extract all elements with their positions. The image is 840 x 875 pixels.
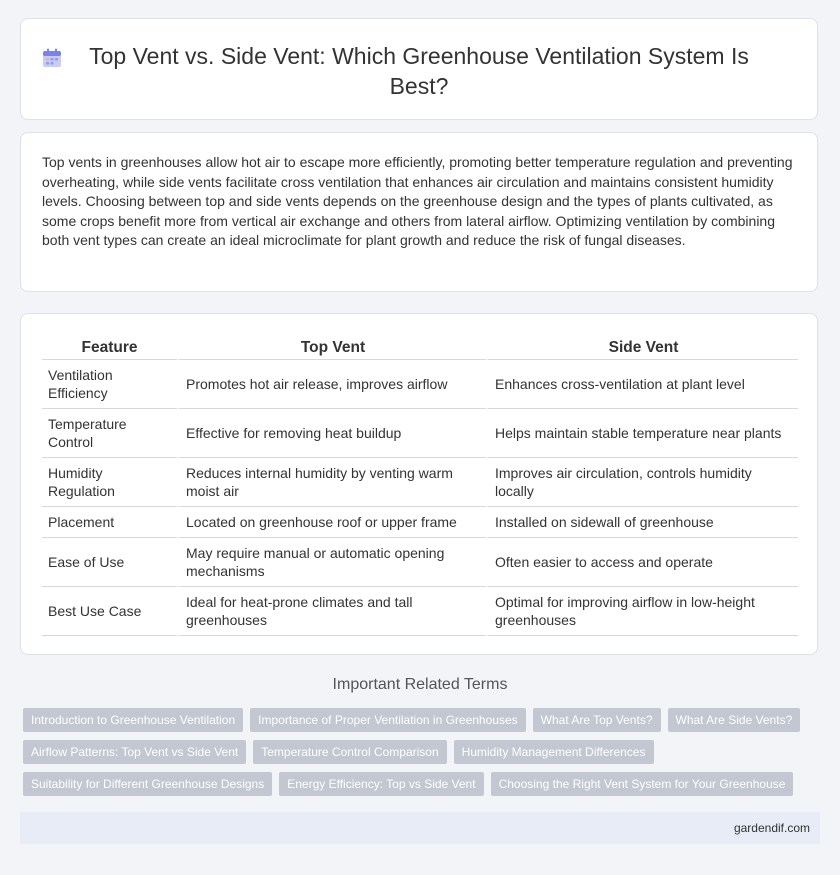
- title-card: [20, 18, 818, 120]
- feature-cell: Placement: [42, 507, 177, 538]
- calendar-icon: [41, 47, 63, 69]
- top-vent-cell: Promotes hot air release, improves airflow: [177, 360, 486, 409]
- top-vent-cell: May require manual or automatic opening mechanisms: [177, 538, 486, 587]
- feature-cell: Best Use Case: [42, 587, 177, 636]
- top-vent-cell: Reduces internal humidity by venting warm moist air: [177, 458, 486, 507]
- header-feature: Feature: [42, 334, 177, 360]
- side-vent-cell: Enhances cross-ventilation at plant level: [486, 360, 798, 409]
- related-tag[interactable]: Importance of Proper Ventilation in Greenhouses: [250, 708, 526, 732]
- comparison-card: [20, 313, 818, 655]
- feature-cell: Ease of Use: [42, 538, 177, 587]
- related-tag[interactable]: What Are Side Vents?: [668, 708, 801, 732]
- table-row: [42, 507, 798, 538]
- intro-paragraph: Top vents in greenhouses allow hot air to escape more efficiently, promoting better temperature regulation and preventing overheating, while side vents facilitate cross ventilation that enhances air circulation and maintains consistent humidity levels. Choosing between top and side vents depends on the greenhouse design and the types of plants cultivated, as some crops benefit more from vertical air exchange and others from lateral airflow. Optimizing ventilation by combining both vent types can create an ideal microclimate for plant growth and reduce the risk of fungal diseases.: [42, 154, 793, 248]
- related-tag[interactable]: What Are Top Vents?: [533, 708, 661, 732]
- footer-site-link[interactable]: gardendif.com: [733, 821, 810, 835]
- related-tag[interactable]: Introduction to Greenhouse Ventilation: [23, 708, 243, 732]
- side-vent-cell: Often easier to access and operate: [486, 538, 798, 587]
- top-vent-cell: Effective for removing heat buildup: [177, 409, 486, 458]
- feature-cell: Temperature Control: [42, 409, 177, 458]
- footer: [20, 812, 820, 844]
- intro-card: [20, 132, 818, 292]
- feature-cell: Humidity Regulation: [42, 458, 177, 507]
- related-tag[interactable]: Humidity Management Differences: [454, 740, 654, 764]
- comparison-table: [42, 334, 798, 636]
- page-title: Top Vent vs. Side Vent: Which Greenhouse Ventilation System Is Best?: [89, 43, 749, 99]
- top-vent-cell: Ideal for heat-prone climates and tall greenhouses: [177, 587, 486, 636]
- related-terms-list: [23, 708, 813, 804]
- related-tag[interactable]: Suitability for Different Greenhouse Designs: [23, 772, 272, 796]
- table-row: [42, 458, 798, 507]
- top-vent-cell: Located on greenhouse roof or upper frame: [177, 507, 486, 538]
- table-row: [42, 360, 798, 409]
- table-row: [42, 538, 798, 587]
- related-tag[interactable]: Choosing the Right Vent System for Your Greenhouse: [491, 772, 794, 796]
- related-tag[interactable]: Energy Efficiency: Top vs Side Vent: [279, 772, 483, 796]
- table-row: [42, 409, 798, 458]
- side-vent-cell: Improves air circulation, controls humidity locally: [486, 458, 798, 507]
- related-tag[interactable]: Temperature Control Comparison: [253, 740, 446, 764]
- side-vent-cell: Optimal for improving airflow in low-height greenhouses: [486, 587, 798, 636]
- header-top-vent: Top Vent: [177, 334, 486, 360]
- related-terms-title: Important Related Terms: [332, 676, 508, 693]
- table-header-row: [42, 334, 798, 360]
- table-row: [42, 587, 798, 636]
- side-vent-cell: Installed on sidewall of greenhouse: [486, 507, 798, 538]
- related-tag[interactable]: Airflow Patterns: Top Vent vs Side Vent: [23, 740, 246, 764]
- side-vent-cell: Helps maintain stable temperature near plants: [486, 409, 798, 458]
- feature-cell: Ventilation Efficiency: [42, 360, 177, 409]
- header-side-vent: Side Vent: [486, 334, 798, 360]
